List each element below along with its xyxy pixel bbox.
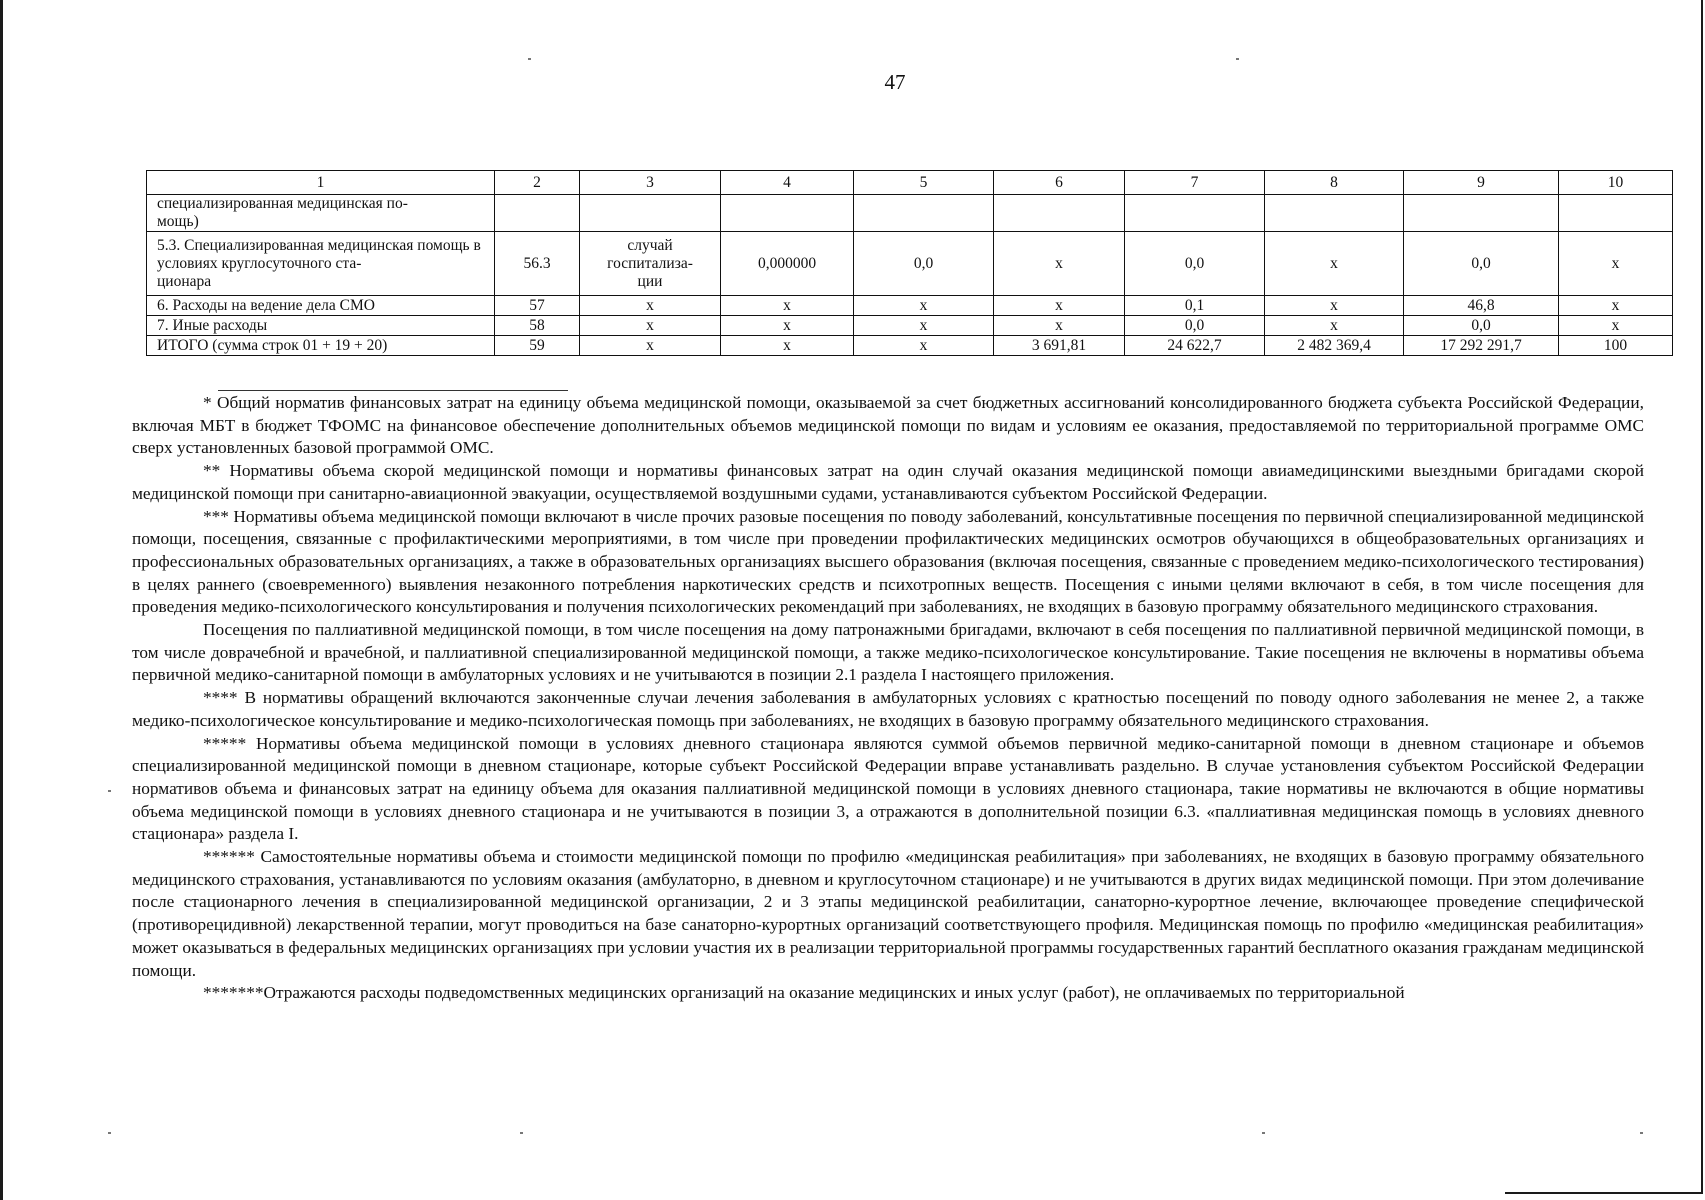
- row-label: 6. Расходы на ведение дела СМО: [147, 296, 495, 316]
- scan-edge-left: [0, 0, 3, 1200]
- footnote-separator: [218, 390, 568, 391]
- table-cell: 2 482 369,4: [1265, 336, 1404, 356]
- column-header: 3: [580, 171, 721, 195]
- table-cell: случай госпитализа- ции: [580, 232, 721, 296]
- table-cell: 100: [1559, 336, 1673, 356]
- table-cell: 59: [495, 336, 580, 356]
- table-cell: х: [721, 316, 854, 336]
- table-cell: х: [721, 296, 854, 316]
- scan-speck: [520, 1132, 523, 1134]
- footnote-3-continued: Посещения по паллиативной медицинской помощи, в том числе посещения на дому патронажными бригадами, включают в себя посещения по паллиативной первичной медицинской помощи, в том числе доврачебной и врачебной, и паллиативной специализированной медицинской помощи, а также медико-психологическое консультирование. Такие посещения не включены в нормативы объема первичной медико-санитарной помощи в амбулаторных условиях и не учитываются в позиции 2.1 раздела I настоящего приложения.: [132, 620, 1644, 685]
- data-table: [146, 170, 1673, 356]
- table-cell: х: [580, 316, 721, 336]
- table-cell: [1559, 195, 1673, 232]
- scan-speck: [528, 58, 531, 60]
- table-cell: х: [1265, 296, 1404, 316]
- footnote-6: ****** Самостоятельные нормативы объема и стоимости медицинской помощи по профилю «медицинская реабилитация» при заболеваниях, не входящих в базовую программу обязательного медицинского страхования, устанавливаются по условиям оказания (амбулаторно, в дневном и круглосуточном стационаре) и не учитываются в других видах медицинской помощи. При этом долечивание после стационарного лечения в специализированной медицинской организации, 2 и 3 этапы медицинской реабилитации, санаторно-курортное лечение, включающее проведение специфической (противорецидивной) лекарственной терапии, могут проводиться на базе санаторно-курортных организаций соответствующего профиля. Медицинская помощь по профилю «медицинская реабилитация» может оказываться в федеральных медицинских организациях при условии участия их в реализации территориальной программы государственных гарантий бесплатного оказания гражданам медицинской помощи.: [132, 847, 1644, 980]
- scan-edge-right: [1701, 0, 1703, 1192]
- table-cell: х: [1265, 232, 1404, 296]
- table-cell: 0,0: [1125, 232, 1265, 296]
- table-header-row: [147, 171, 1673, 195]
- table-row: [147, 296, 1673, 316]
- column-header: 5: [854, 171, 994, 195]
- row-label: ИТОГО (сумма строк 01 + 19 + 20): [147, 336, 495, 356]
- column-header: 1: [147, 171, 495, 195]
- table-cell: х: [994, 296, 1125, 316]
- table-cell: 56.3: [495, 232, 580, 296]
- table-cell: 17 292 291,7: [1404, 336, 1559, 356]
- column-header: 6: [994, 171, 1125, 195]
- table-cell: х: [580, 296, 721, 316]
- table-cell: 46,8: [1404, 296, 1559, 316]
- table-cell: [1125, 195, 1265, 232]
- table-cell: х: [1559, 316, 1673, 336]
- row-label: 7. Иные расходы: [147, 316, 495, 336]
- footnote-1: * Общий норматив финансовых затрат на единицу объема медицинской помощи, оказываемой за счет бюджетных ассигнований консолидированного бюджета субъекта Российской Федерации, включая МБТ в бюджет ТФОМС на финансовое обеспечение дополнительных объемов медицинской помощи по видам и условиям ее оказания, предоставляемой по территориальной программе ОМС сверх установленных базовой программой ОМС.: [132, 393, 1644, 458]
- scan-speck: [1236, 58, 1239, 60]
- table-row: [147, 195, 1673, 232]
- page-number: 47: [884, 70, 906, 94]
- table-cell: [854, 195, 994, 232]
- table-cell: [1404, 195, 1559, 232]
- table-cell: 58: [495, 316, 580, 336]
- footnote-2: ** Нормативы объема скорой медицинской помощи и нормативы финансовых затрат на один случай оказания медицинской помощи авиамедицинскими выездными бригадами скорой медицинской помощи при санитарно-авиационной эвакуации, осуществляемой воздушными судами, устанавливаются субъектом Российской Федерации.: [132, 461, 1644, 503]
- column-header: 2: [495, 171, 580, 195]
- row-label: 5.3. Специализированная медицинская помощь в условиях круглосуточного ста- ционара: [147, 232, 495, 296]
- scan-edge-bottom: [1505, 1192, 1703, 1194]
- column-header: 4: [721, 171, 854, 195]
- table-cell: х: [994, 232, 1125, 296]
- table-cell: 24 622,7: [1125, 336, 1265, 356]
- table-cell: х: [854, 336, 994, 356]
- table-cell: х: [1559, 296, 1673, 316]
- table-cell: 57: [495, 296, 580, 316]
- table-cell: [1265, 195, 1404, 232]
- table-cell: 0,0: [1404, 316, 1559, 336]
- table-cell: х: [994, 316, 1125, 336]
- footnote-7: *******Отражаются расходы подведомственных медицинских организаций на оказание медицинских и иных услуг (работ), не оплачиваемых по территориальной: [203, 983, 1405, 1003]
- footnote-4: **** В нормативы обращений включаются законченные случаи лечения заболевания в амбулаторных условиях с кратностью посещений по поводу одного заболевания не менее 2, а также медико-психологическое консультирование и медико-психологическая помощь при заболеваниях, не входящих в базовую программу обязательного медицинского страхования.: [132, 688, 1644, 730]
- table-cell: 0,1: [1125, 296, 1265, 316]
- footnotes: [132, 392, 1644, 1005]
- footnote-5: ***** Нормативы объема медицинской помощи в условиях дневного стационара являются суммой объемов первичной медико-санитарной помощи в дневном стационаре и объемов специализированной медицинской помощи в дневном стационаре, которые субъект Российской Федерации вправе устанавливать раздельно. В случае установления субъектом Российской Федерации нормативов объема и финансовых затрат на единицу объема для оказания паллиативной медицинской помощи в условиях дневного стационара, такие нормативы не включаются в общие нормативы объема медицинской помощи в условиях дневного стационара и не учитываются в позиции 3, а отражаются в дополнительной позиции 6.3. «паллиативная медицинская помощь в условиях дневного стационара» раздела I.: [132, 733, 1644, 844]
- table-cell: х: [854, 316, 994, 336]
- footnote-3: *** Нормативы объема медицинской помощи включают в числе прочих разовые посещения по поводу заболеваний, консультативные посещения по первичной специализированной медицинской помощи, посещения, связанные с профилактическими мероприятиями, в том числе при проведении профилактических медицинских осмотров обучающихся в общеобразовательных организациях и профессиональных образовательных организациях, а также в образовательных организациях высшего образования (включая посещения, связанные с проведением медико-психологического тестирования) в целях раннего (своевременного) выявления незаконного потребления наркотических средств и психотропных веществ. Посещения с иными целями включают в себя, в том числе посещения для проведения медико-психологического консультирования и получения психологических рекомендаций при заболеваниях, не входящих в базовую программу обязательного медицинского страхования.: [132, 506, 1644, 617]
- scan-speck: [108, 1132, 111, 1134]
- table-cell: [495, 195, 580, 232]
- table-row: [147, 316, 1673, 336]
- table-cell: 3 691,81: [994, 336, 1125, 356]
- table-cell: [994, 195, 1125, 232]
- table-cell: 0,000000: [721, 232, 854, 296]
- scan-speck: [1640, 1132, 1643, 1134]
- table-cell: 0,0: [1404, 232, 1559, 296]
- column-header: 10: [1559, 171, 1673, 195]
- table-cell: х: [1559, 232, 1673, 296]
- table-cell: [580, 195, 721, 232]
- table-cell: х: [1265, 316, 1404, 336]
- scan-speck: [108, 790, 111, 792]
- row-label: специализированная медицинская по- мощь): [147, 195, 495, 232]
- column-header: 9: [1404, 171, 1559, 195]
- table-cell: 0,0: [1125, 316, 1265, 336]
- scan-speck: [1262, 1132, 1265, 1134]
- table-cell: х: [854, 296, 994, 316]
- table-cell: 0,0: [854, 232, 994, 296]
- column-header: 8: [1265, 171, 1404, 195]
- table-row: [147, 336, 1673, 356]
- column-header: 7: [1125, 171, 1265, 195]
- table-cell: [721, 195, 854, 232]
- table-row: [147, 232, 1673, 296]
- table-cell: х: [580, 336, 721, 356]
- table-cell: х: [721, 336, 854, 356]
